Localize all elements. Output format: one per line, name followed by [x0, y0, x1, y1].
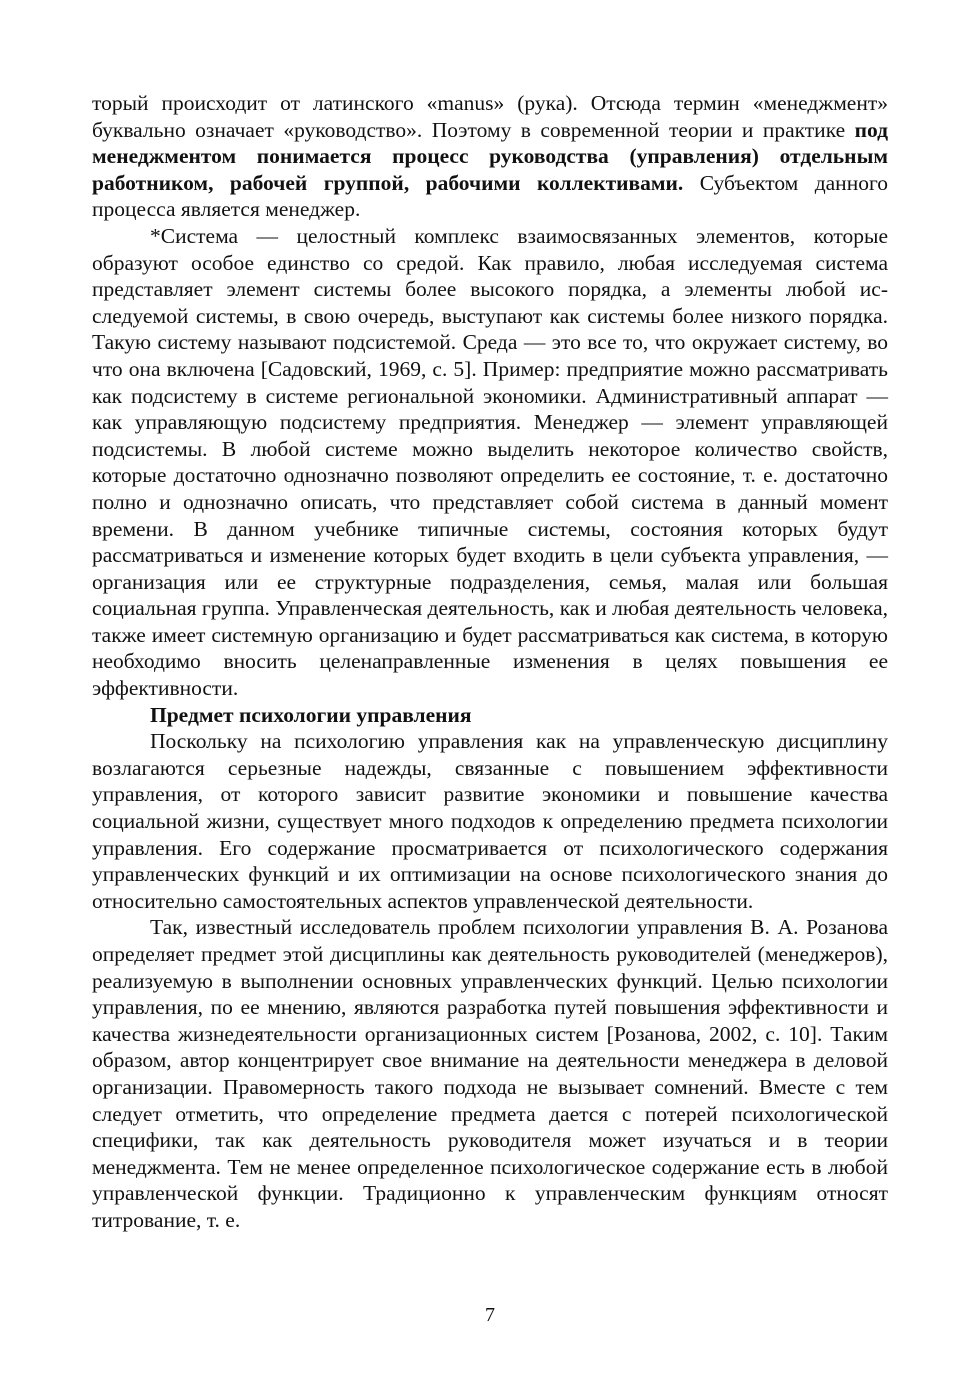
paragraph-3: Поскольку на психологию управления как на управленческую дисциплину возлагаются серьезные надежды, связанные с повышением эффективности управления, от которого зависит развитие экономики и повышение качества социальной жизни, существует много подходов к определению предмета психологии управления. Его содержание просматривается от психологического содержания управленческих функций и их оптимизации на основе психологического знания до относительно самостоятельных аспектов управленческой деятельности.: [92, 729, 888, 913]
paragraph-1-bold-definition: под менеджментом понимается процесс руководства (управления) отдельным работником, рабочей группой, рабочими коллективами.: [92, 117, 888, 195]
paragraph-system-definition: *Система — целостный комплекс взаимосвязанных элементов, которые образуют особое единство со средой. Как правило, любая исследуемая система представляет элемент системы более высокого порядка, а элементы любой исследуемой системы, в свою очередь, выступают как системы более низкого порядка. Такую систему называют подсистемой. Среда — это все то, что окружает систему, во что она включена [Садовский, 1969, с. 5]. Пример: предприятие можно рассматривать как подсистему в системе региональной экономики. Административный аппарат — как управляющую подсистему предприятия. Менеджер — элемент управляющей подсистемы. В любой системе можно выделить некоторое количество свойств, которые достаточно однозначно позволяют определить ее состояние, т. е. достаточно полно и однозначно описать, что представляет собой система в данный момент времени. В данном учебнике типичные системы, состояния которых будут рассматриваться и изменение которых будет входить в цели субъекта управления, — организация или ее структурные подразделения, семья, малая или большая социальная группа. Управленческая деятельность, как и любая деятельность человека, также имеет системную организацию и будет рассматриваться как система, в которую необходимо вносить целенаправленные изменения в целях повышения ее эффективности.: [92, 223, 888, 701]
page-body: [92, 90, 888, 1234]
paragraph-1: [92, 90, 888, 223]
section-heading: Предмет психологии управления: [150, 702, 472, 727]
paragraph-4: Так, известный исследователь проблем психологии управления В. А. Розанова определяет предмет этой дисциплины как деятельность руководителей (менеджеров), реализуемую в выполнении основных управленческих функций. Целью психологии управления, по ее мнению, являются разработка путей повышения эффективности и качества жизнедеятельности организационных систем [Розанова, 2002, с. 10]. Таким образом, автор концентрирует свое внимание на деятельности менеджера в деловой организации. Правомерность такого подхода не вызывает сомнений. Вместе с тем следует отметить, что определение предмета дается с потерей психологической специфики, так как деятельность руководителя может изучаться и в теории менеджмента. Тем не менее определенное психологическое содержание есть в любой управленческой функции. Традиционно к управленческим функциям относят титрование, т. е.: [92, 915, 888, 1232]
page-number: 7: [485, 1304, 495, 1326]
paragraph-1-end: Субъектом данного процесса является менеджер.: [92, 170, 888, 222]
paragraph-1-start: торый происходит от латинского «manus» (рука). Отсюда термин «менеджмент» буквально означает «руководство». Поэтому в современной теории и практике: [92, 91, 888, 142]
